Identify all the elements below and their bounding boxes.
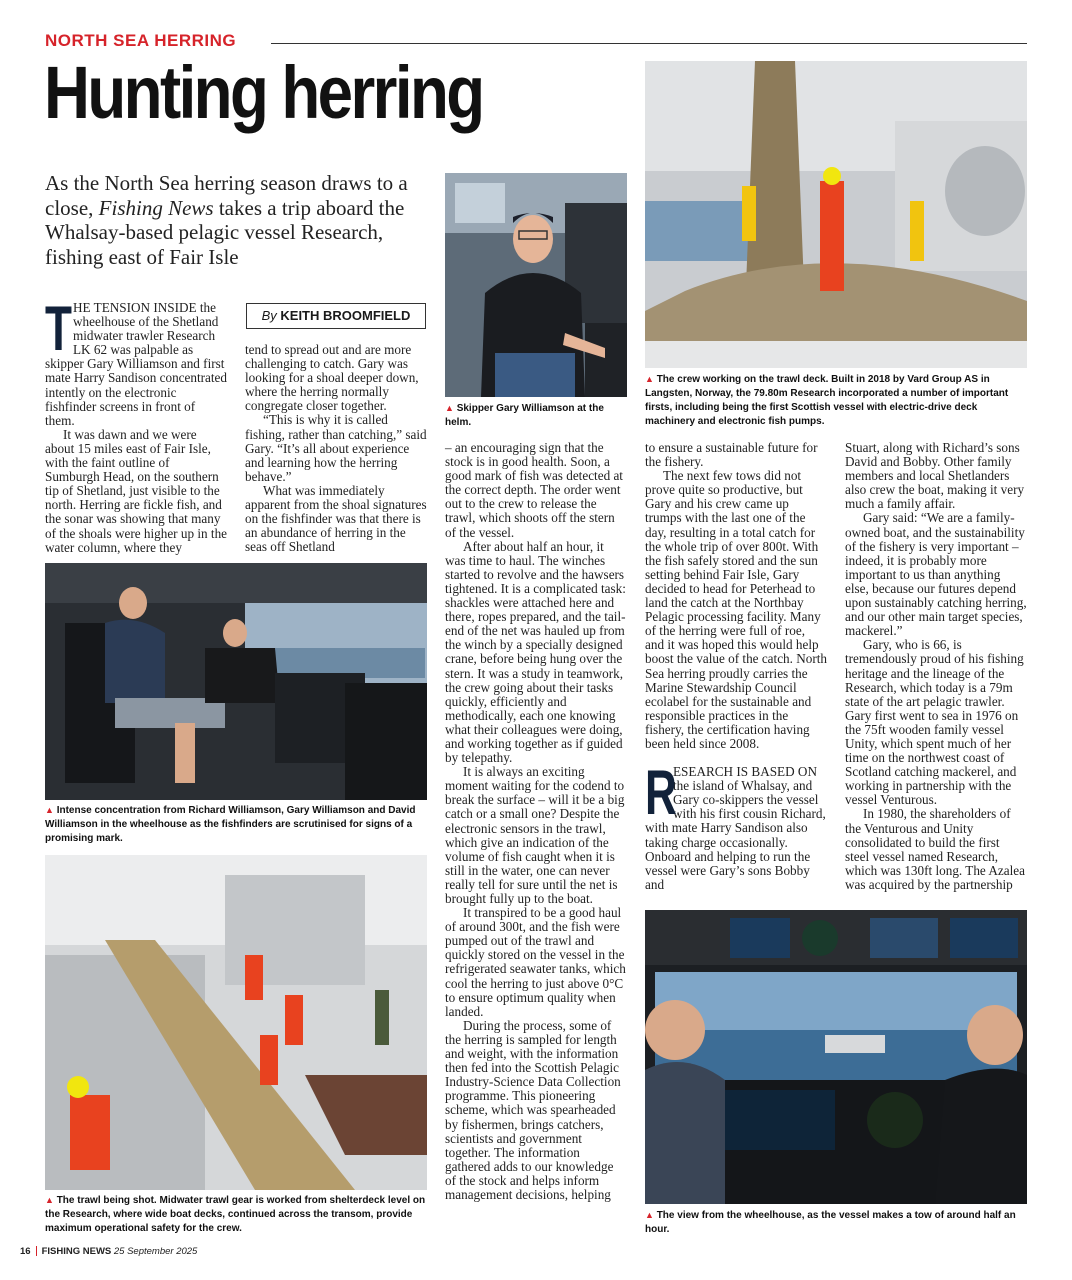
caret-up-icon: ▲	[445, 403, 454, 413]
byline: By KEITH BROOMFIELD	[246, 303, 426, 329]
photo-skipper	[445, 173, 627, 397]
caption-crew-deck: ▲ The crew working on the trawl deck. Built in 2018 by Vard Group AS in Langsten, Norway, the 79.80m Research incorporated a number of important firsts, including being the first Scottish vessel with electric-drive deck machinery and electronic fish pumps.	[645, 374, 1009, 427]
caption-skipper: ▲ Skipper Gary Williamson at the helm.	[445, 403, 604, 428]
col5-paragraph-2: Gary said: “We are a family-owned boat, and the sustainability of the fishery is very important – indeed, it is probably more important to us than anything else, because our futures depend upon sustainably catching herring, and our other main target species, mackerel.”	[845, 510, 1027, 639]
kicker-rule	[271, 43, 1027, 44]
col4-paragraph-1: to ensure a sustainable future for the fishery.	[645, 440, 818, 470]
caret-up-icon: ▲	[645, 1210, 654, 1220]
photo-wheelhouse	[45, 563, 427, 800]
caption-wheelhouse-view: ▲ The view from the wheelhouse, as the vessel makes a tow of around half an hour.	[645, 1210, 1016, 1235]
col1-paragraph-2: It was dawn and we were about 15 miles east of Fair Isle, with the faint outline of Sumburgh Head, on the southern tip of Shetland, just visible to the north. Herring are fickle fish, and the sonar was showing that many of the shoals were higher up in the water column, where they	[45, 426, 228, 555]
photo-crew-deck	[645, 61, 1027, 368]
col4-paragraph-3: R ESEARCH IS BASED ON the island of Whalsay, and Gary co-skippers the vessel with his first cousin Richard, with mate Harry Sandison also taking charge occasionally. Onboard and helping to run the vessel were Gary’s sons Bobby and	[645, 758, 826, 892]
caret-up-icon: ▲	[645, 374, 654, 384]
section-kicker: NORTH SEA HERRING	[45, 31, 237, 50]
col5-paragraph-1: Stuart, along with Richard’s sons David and Bobby. Other family members and local Shetlanders also crew the boat, making it very much a family affair.	[845, 440, 1025, 512]
column-5	[845, 441, 1027, 892]
caption-wheelhouse: ▲ Intense concentration from Richard Williamson, Gary Williamson and David Williamson in the wheelhouse as the fishfinders are scrutinised for signs of a promising mark.	[45, 805, 416, 844]
col3-paragraph-5: During the process, some of the herring is sampled for length and weight, with the information then fed into the Scottish Pelagic Industry-Science Data Collection programme. This pioneering scheme, which was spearheaded by fishermen, brings catchers, scientists and government together. The information gathered adds to our knowledge of the stock and helps inform management decisions, helping	[445, 1017, 621, 1202]
col4-paragraph-2: The next few tows did not prove quite so productive, but Gary and his crew came up trumps with the last one of the day, resulting in a total catch for the whole trip of over 800t. With the fish safely stored and the sun setting behind Fair Isle, Gary decided to head for Peterhead to land the catch at the Northbay Pelagic processing facility. Many of the herring were full of roe, and it was hoped this would help boost the value of the catch. North Sea herring proudly carries the Marine Stewardship Council ecolabel for the sustainable and responsible practices in the fishery, the certification having been held since 2008.	[645, 468, 828, 751]
column-4	[645, 441, 827, 892]
caption-trawl-shot: ▲ The trawl being shot. Midwater trawl gear is worked from shelterdeck level on the Research, where wide boat decks, continued across the transom, provide maximum operational safety for the crew.	[45, 1195, 426, 1234]
headline: Hunting herring	[44, 51, 483, 134]
photo-wheelhouse-view	[645, 910, 1027, 1204]
col3-paragraph-1: – an encouraging sign that the stock is in good health. Soon, a good mark of fish was detected at the correct depth. The order went out to the crew to release the trawl, which shoots off the stern of the vessel.	[445, 440, 623, 540]
dropcap-r: R	[645, 758, 677, 829]
column-1	[45, 294, 228, 555]
col2-paragraph-3: What was immediately apparent from the shoal signatures on the fishfinder was that there is an abundance of herring in the seas off Shetland	[245, 482, 427, 555]
col5-paragraph-4: In 1980, the shareholders of the Venturous and Unity consolidated to build the first steel vessel named Research, which was 130ft long. The Azalea was acquired by the partnership	[845, 806, 1025, 892]
dropcap-t: T	[45, 294, 72, 364]
page-number: 16	[20, 1246, 31, 1257]
footer-divider	[36, 1246, 37, 1256]
col2-paragraph-2: “This is why it is called fishing, rather than catching,” said Gary. “It’s all about experience and learning how the herring behave.”	[245, 412, 427, 484]
col2-paragraph-1: tend to spread out and are more challenging to catch. Gary was looking for a shoal deeper down, where the herring normally congregate closer together.	[245, 342, 419, 414]
caret-up-icon: ▲	[45, 1195, 54, 1205]
caret-up-icon: ▲	[45, 805, 54, 815]
standfirst: As the North Sea herring season draws to a close, Fishing News takes a trip aboard the Whalsay-based pelagic vessel Research, fishing east of Fair Isle	[45, 171, 408, 269]
col5-paragraph-3: Gary, who is 66, is tremendously proud of his fishing heritage and the lineage of the Research, which today is a 79m state of the art pelagic trawler. Gary first went to sea in 1976 on the 75ft wooden family vessel Unity, which spent much of her time on the northwest coast of Scotland catching mackerel, and working in partnership with the vessel Venturous.	[845, 637, 1024, 808]
column-3	[445, 441, 627, 1202]
photo-trawl-shot	[45, 855, 427, 1190]
col1-paragraph-1: THE TENSION INSIDE the wheelhouse of the Shetland midwater trawler Research LK 62 was palpable as skipper Gary Williamson and first mate Harry Sandison concentrated intently on the electronic fishfinder screens in front of them.	[45, 294, 227, 428]
page-footer	[20, 1246, 197, 1257]
publication-name: FISHING NEWS	[41, 1246, 112, 1257]
col3-paragraph-4: It transpired to be a good haul of around 300t, and the fish were pumped out of the trawl and quickly stored on the vessel in the refrigerated seawater tanks, which cool the herring to just above 0°C to ensure optimum quality when landed.	[445, 905, 626, 1019]
col3-paragraph-2: After about half an hour, it was time to haul. The winches started to revolve and the hawsers tightened. It is a complicated task: shackles were attached here and there, ropes prepared, and the tail-end of the net was hauled up from the winch by a specially designed crane, before being hung over the stern. It was a study in teamwork, the crew going about their tasks quickly, efficiently and methodically, each one knowing what their colleagues were doing, and working together as if guided by telepathy.	[445, 538, 626, 766]
column-2	[245, 343, 427, 554]
col3-paragraph-3: It is always an exciting moment waiting for the codend to break the surface – will it be a big catch or a small one? Despite the electronic sensors in the trawl, which give an indication of the volume of fish caught when it is still in the water, one can never really tell for sure until the net is brought fully up to the boat.	[445, 764, 625, 906]
issue-date: 25 September 2025	[113, 1246, 198, 1257]
